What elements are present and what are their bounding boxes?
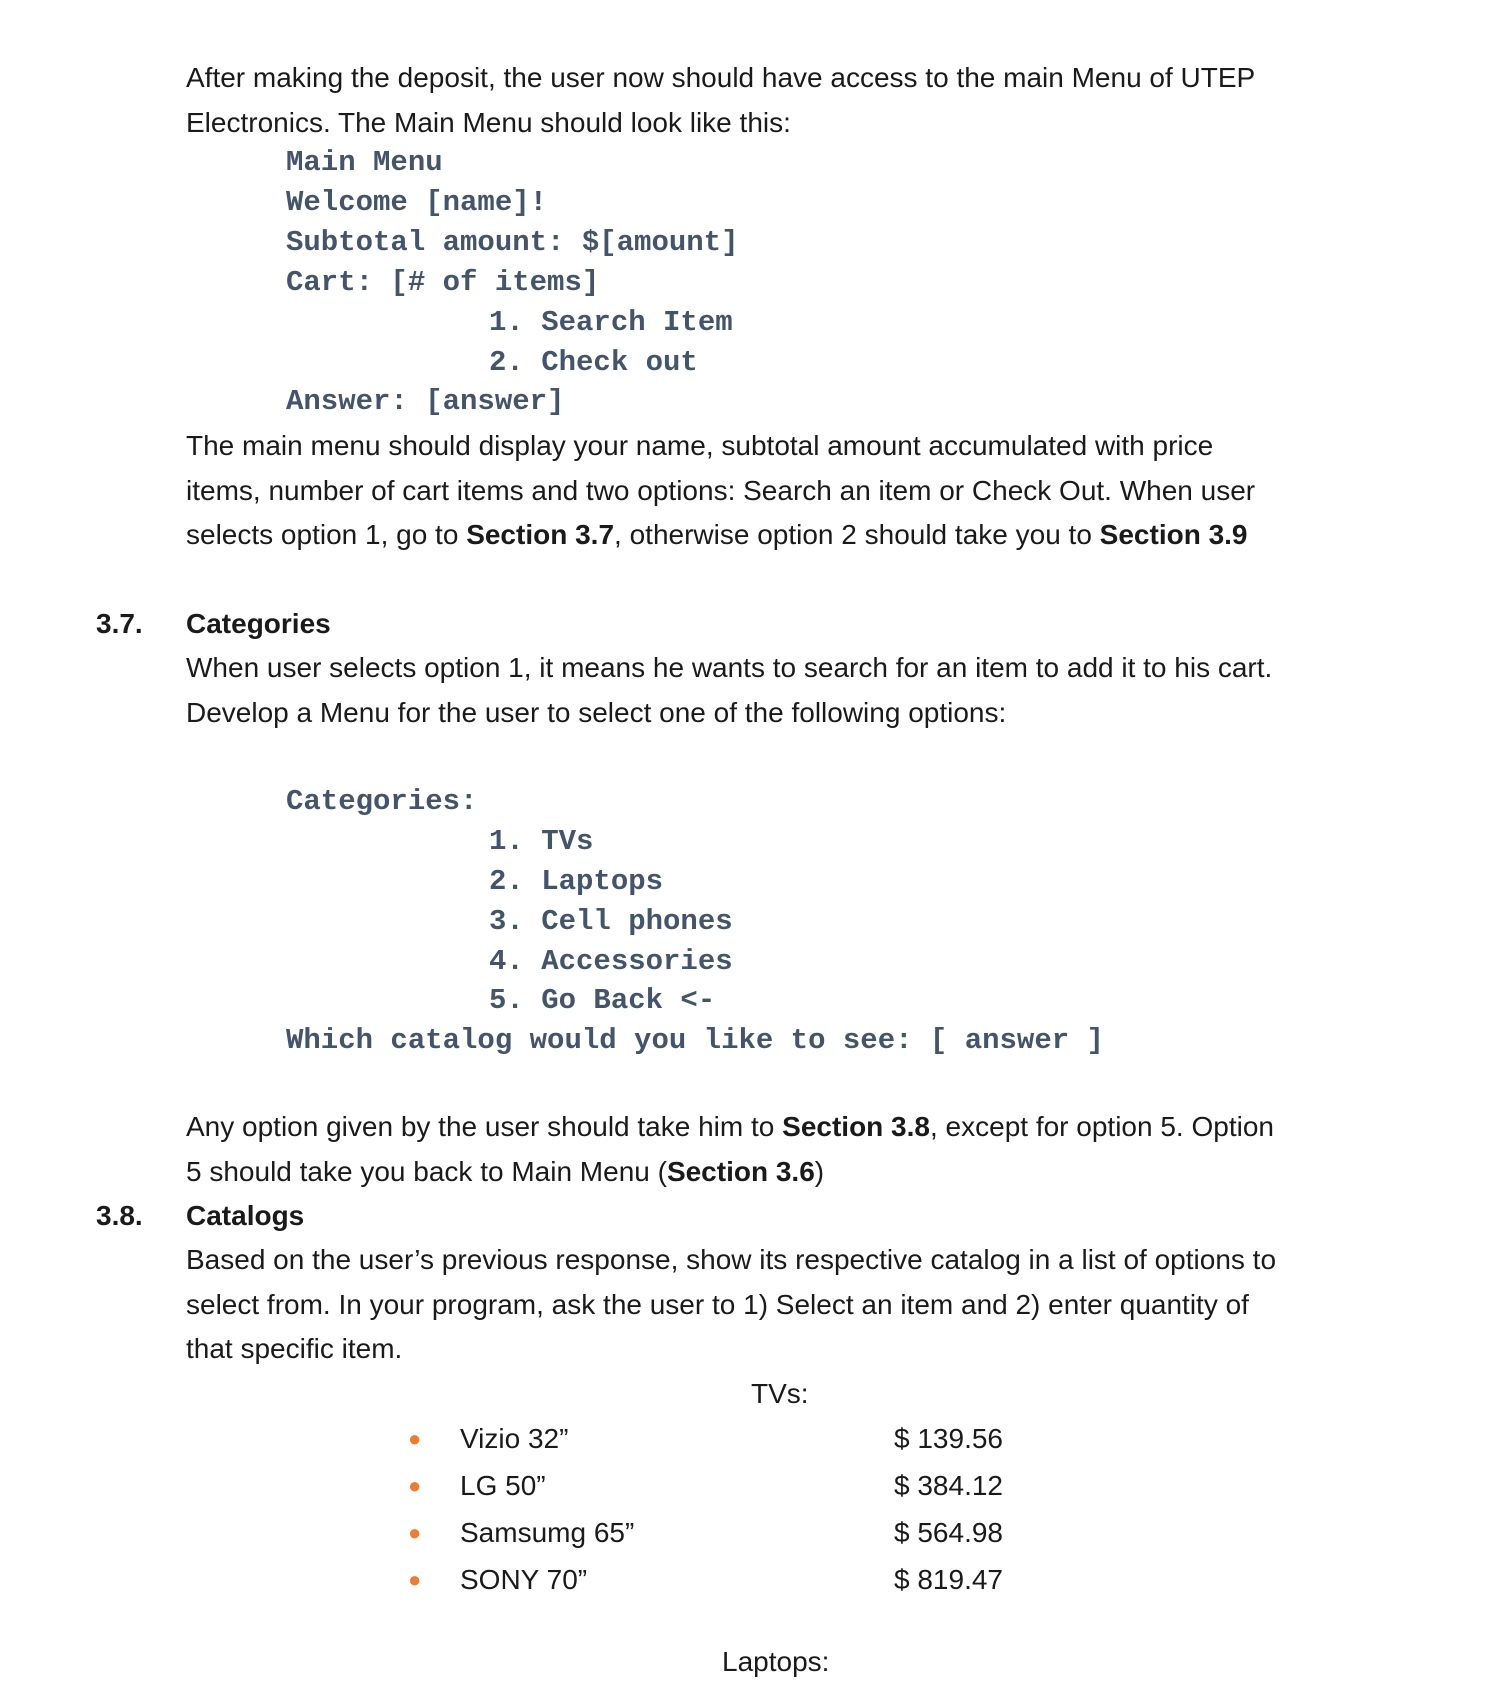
categories-title: Categories: — [286, 785, 478, 818]
main-menu-option-1: 1. Search Item — [489, 306, 733, 339]
main-menu-desc-line-1: The main menu should display your name, subtotal amount accumulated with price — [186, 430, 1214, 461]
category-option-2: 2. Laptops — [489, 865, 664, 898]
section-ref-3-9: Section 3.9 — [1099, 519, 1248, 550]
section-3-8-number: 3.8. — [96, 1200, 143, 1231]
categories-description — [186, 1105, 1426, 1194]
intro-line-1: After making the deposit, the user now should have access to the main Menu of UTEP — [186, 62, 1256, 93]
item-name: LG 50” — [460, 1470, 546, 1501]
item-name: SONY 70” — [460, 1564, 588, 1595]
section-3-7-line-2: Develop a Menu for the user to select one of the following options: — [186, 696, 1007, 728]
laptops-catalog-title: Laptops: — [722, 1646, 830, 1677]
main-menu-answer: Answer: [answer] — [286, 385, 565, 418]
category-option-3: 3. Cell phones — [489, 905, 733, 938]
section-ref-3-6: Section 3.6 — [666, 1155, 815, 1187]
main-menu-description — [186, 424, 1426, 558]
intro-paragraph — [186, 56, 1426, 145]
catalog-item-row — [400, 1511, 1080, 1555]
section-3-7-line-1: When user selects option 1, it means he wants to search for an item to add it to his cart. — [186, 652, 1273, 683]
section-3-8-line-1: Based on the user’s previous response, show its respective catalog in a list of options to — [186, 1244, 1277, 1275]
catalog-item-row — [400, 1558, 1080, 1602]
section-ref-3-8: Section 3.8 — [782, 1111, 930, 1142]
main-menu-subtotal: Subtotal amount: $[amount] — [286, 226, 739, 259]
intro-line-2: Electronics. The Main Menu should look like this: — [186, 106, 791, 138]
item-name: Vizio 32” — [460, 1423, 569, 1454]
category-option-4: 4. Accessories — [489, 945, 733, 978]
item-name: Samsumg 65” — [460, 1517, 635, 1548]
section-3-8-paragraph — [186, 1238, 1426, 1372]
bullet-icon: ● — [408, 1473, 422, 1498]
section-3-8-title: Catalogs — [186, 1200, 305, 1231]
categories-desc-line-2c: ) — [814, 1155, 825, 1187]
categories-desc-line-1a: Any option given by the user should take him to — [186, 1111, 783, 1142]
section-3-7-title: Categories — [186, 608, 331, 639]
item-price: $ 564.98 — [894, 1517, 1003, 1548]
main-menu-option-2: 2. Check out — [489, 346, 698, 379]
section-3-8-line-2: select from. In your program, ask the user to 1) Select an item and 2) enter quantity of — [186, 1288, 1249, 1320]
catalog-item-row — [400, 1417, 1080, 1461]
categories-prompt: Which catalog would you like to see: [ answer ] — [286, 1024, 1104, 1057]
bullet-icon: ● — [408, 1567, 422, 1592]
section-3-7-number: 3.7. — [96, 608, 143, 639]
category-option-1: 1. TVs — [489, 825, 594, 858]
item-price: $ 139.56 — [894, 1423, 1003, 1454]
main-menu-desc-line-2: items, number of cart items and two options: Search an item or Check Out. When user — [186, 474, 1256, 506]
bullet-icon: ● — [408, 1520, 422, 1545]
tvs-catalog-title: TVs: — [751, 1378, 809, 1409]
catalog-item-row — [400, 1464, 1080, 1508]
main-menu-cart: Cart: [# of items] — [286, 266, 600, 299]
category-option-5: 5. Go Back <- — [489, 984, 716, 1017]
section-3-7-paragraph — [186, 646, 1426, 735]
main-menu-desc-line-3a: selects option 1, go to — [186, 519, 467, 550]
main-menu-title: Main Menu — [286, 146, 443, 179]
categories-desc-line-1c: , except for option 5. Option — [929, 1111, 1274, 1142]
section-3-8-line-3: that specific item. — [186, 1333, 403, 1364]
bullet-icon: ● — [408, 1426, 422, 1451]
item-price: $ 819.47 — [894, 1564, 1003, 1595]
main-menu-desc-line-3c: , otherwise option 2 should take you to — [614, 519, 1100, 550]
item-price: $ 384.12 — [894, 1470, 1003, 1501]
section-ref-3-7: Section 3.7 — [466, 519, 615, 550]
categories-desc-line-2a: 5 should take you back to Main Menu ( — [186, 1155, 667, 1187]
main-menu-welcome: Welcome [name]! — [286, 186, 548, 219]
